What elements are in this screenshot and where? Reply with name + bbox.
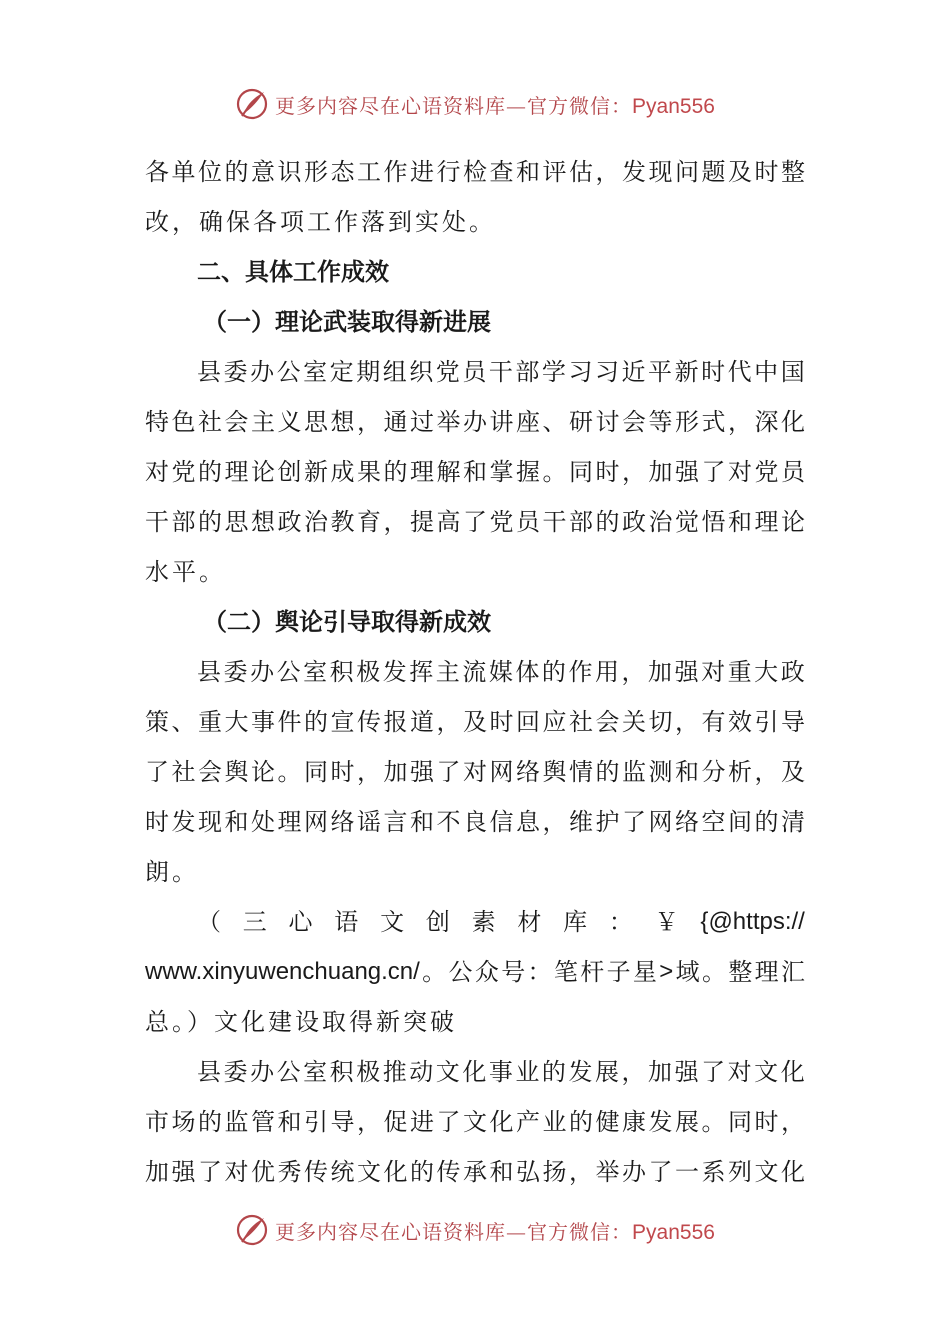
- body-line: 县 委 办 公 室 定 期 组 织 党 员 干 部 学 习 习 近 平 新 时 代 中 国: [197, 358, 805, 386]
- watermark-wechat-label: 官方微信：: [527, 1219, 633, 1244]
- body-line: 总。）文化建设取得新突破: [145, 1008, 457, 1036]
- header-watermark-banner: [0, 84, 950, 124]
- body-line: 了 社 会 舆 论 。 同 时 ， 加 强 了 对 网 络 舆 情 的 监 测 和 分 析 ， 及: [145, 758, 805, 786]
- footer-watermark-banner: [0, 1210, 950, 1250]
- section-heading: 二、具体工作成效: [197, 258, 389, 286]
- watermark-dash: —: [506, 1219, 528, 1244]
- watermark-title: 更多内容尽在心语资料库: [275, 93, 507, 118]
- watermark-title: 更多内容尽在心语资料库: [275, 1219, 507, 1244]
- body-line: 水平。: [145, 558, 226, 586]
- feather-pen-logo-icon: [235, 87, 269, 121]
- body-line: 对 党 的 理 论 创 新 成 果 的 理 解 和 掌 握 。 同 时 ， 加 强 了 对 党 员: [145, 458, 805, 486]
- body-line: 县 委 办 公 室 积 极 发 挥 主 流 媒 体 的 作 用 ， 加 强 对 重 大 政: [197, 658, 805, 686]
- subsection-heading: （二）舆论引导取得新成效: [203, 608, 491, 636]
- body-line: 干 部 的 思 想 政 治 教 育 ， 提 高 了 党 员 干 部 的 政 治 觉 悟 和 理 论: [145, 508, 805, 536]
- watermark-wechat-label: 官方微信：: [527, 93, 633, 118]
- body-line: 朗。: [145, 858, 199, 886]
- feather-pen-logo-icon: [235, 1213, 269, 1247]
- body-line: （ 三 心 语 文 创 素 材 库 ： ￥ {@https://: [197, 908, 805, 936]
- body-line: www.xinyuwenchuang.cn/ 。 公 众 号 ： 笔 杆 子 星 > 域 。 整 理 汇: [145, 958, 805, 986]
- body-line: 时 发 现 和 处 理 网 络 谣 言 和 不 良 信 息 ， 维 护 了 网 络 空 间 的 清: [145, 808, 805, 836]
- body-line: 县 委 办 公 室 积 极 推 动 文 化 事 业 的 发 展 ， 加 强 了 对 文 化: [197, 1058, 805, 1086]
- body-line: 改，确保各项工作落到实处。: [145, 208, 496, 236]
- watermark-text: [275, 90, 715, 119]
- body-line: 加 强 了 对 优 秀 传 统 文 化 的 传 承 和 弘 扬 ， 举 办 了 一 系 列 文 化: [145, 1158, 805, 1186]
- document-body: [145, 147, 805, 1197]
- body-line: 市 场 的 监 管 和 引 导 ， 促 进 了 文 化 产 业 的 健 康 发 展 。 同 时 ，: [145, 1108, 805, 1136]
- watermark-text: [275, 1216, 715, 1245]
- subsection-heading: （一）理论武装取得新进展: [203, 308, 491, 336]
- watermark-wechat-id: Pyan556: [632, 94, 715, 118]
- body-line: 策 、 重 大 事 件 的 宣 传 报 道 ， 及 时 回 应 社 会 关 切 ， 有 效 引 导: [145, 708, 805, 736]
- watermark-dash: —: [506, 93, 528, 118]
- body-line: 特 色 社 会 主 义 思 想 ， 通 过 举 办 讲 座 、 研 讨 会 等 形 式 ， 深 化: [145, 408, 805, 436]
- watermark-wechat-id: Pyan556: [632, 1220, 715, 1244]
- body-line: 各 单 位 的 意 识 形 态 工 作 进 行 检 查 和 评 估 ， 发 现 问 题 及 时 整: [145, 158, 805, 186]
